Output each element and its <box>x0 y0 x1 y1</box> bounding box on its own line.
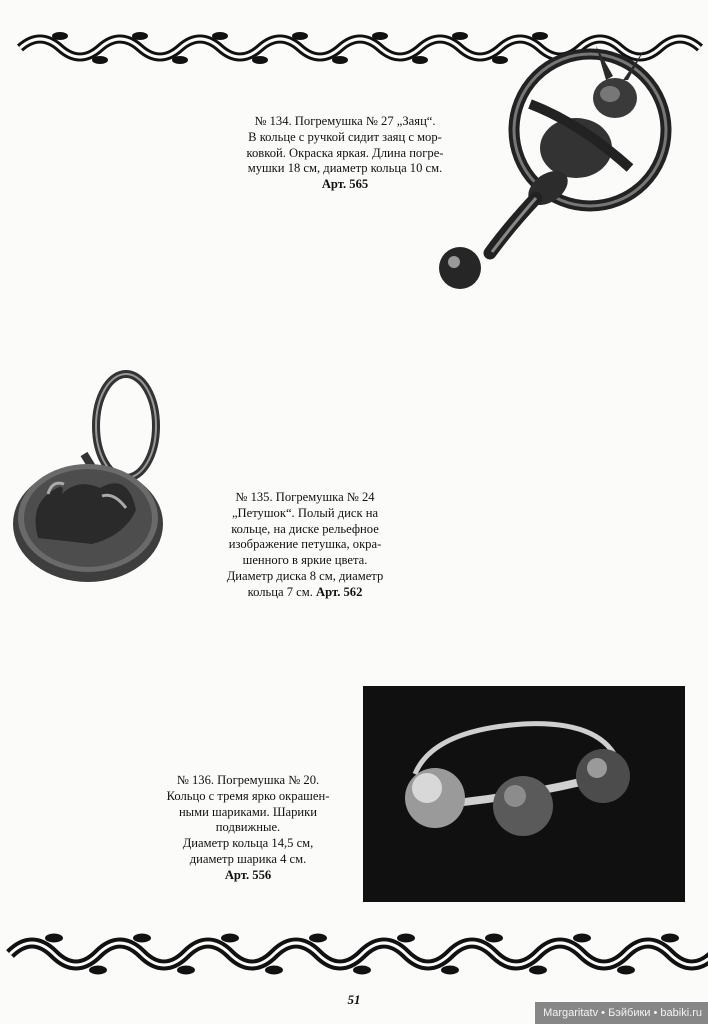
item-135-line: „Петушок“. Полый диск на <box>231 505 379 520</box>
item-135-line: шенного в яркие цвета. <box>242 553 368 568</box>
item-134-line: мушки 18 см, диаметр кольца 10 см. <box>247 161 443 176</box>
item-135-line: Диаметр диска 8 см, диаметр <box>226 568 384 583</box>
item-135-line: изображение петушка, окра- <box>228 537 382 552</box>
item-135-line: № 135. Погремушка № 24 <box>235 490 375 504</box>
item-136-line: Диаметр кольца 14,5 см, <box>182 836 314 851</box>
item-136-line: Кольцо с тремя ярко окрашен- <box>166 788 330 803</box>
item-135-line: кольца 7 см. <box>247 584 313 599</box>
item-134-description <box>205 114 485 193</box>
item-134-line: № 134. Погремушка № 27 „Заяц“. <box>254 114 436 128</box>
rattle-ring-with-three-balls-photo <box>363 686 685 902</box>
item-136-line: подвижные. <box>215 820 281 835</box>
rattle-rooster-disc-photo <box>8 368 178 588</box>
item-136-description <box>138 773 358 884</box>
item-134-line: ковкой. Окраска яркая. Длина погре- <box>246 145 444 160</box>
item-136-line: № 136. Погремушка № 20. <box>176 773 320 787</box>
item-136-line: диаметр шарика 4 см. <box>189 851 307 866</box>
item-134-line: В кольце с ручкой сидит заяц с мор- <box>248 129 442 144</box>
item-135-line: кольце, на диске рельефное <box>231 521 379 536</box>
item-134-article: Арт. 565 <box>321 177 369 192</box>
page-number: 51 <box>347 992 361 1007</box>
watermark: Margaritatv • Бэйбики • babiki.ru <box>535 1002 708 1024</box>
item-136-line: ными шариками. Шарики <box>178 804 318 819</box>
item-135-article: Арт. 562 <box>316 584 363 599</box>
item-135-description <box>205 490 405 601</box>
item-136-article: Арт. 556 <box>224 867 272 882</box>
bottom-ornament-border <box>0 928 708 980</box>
